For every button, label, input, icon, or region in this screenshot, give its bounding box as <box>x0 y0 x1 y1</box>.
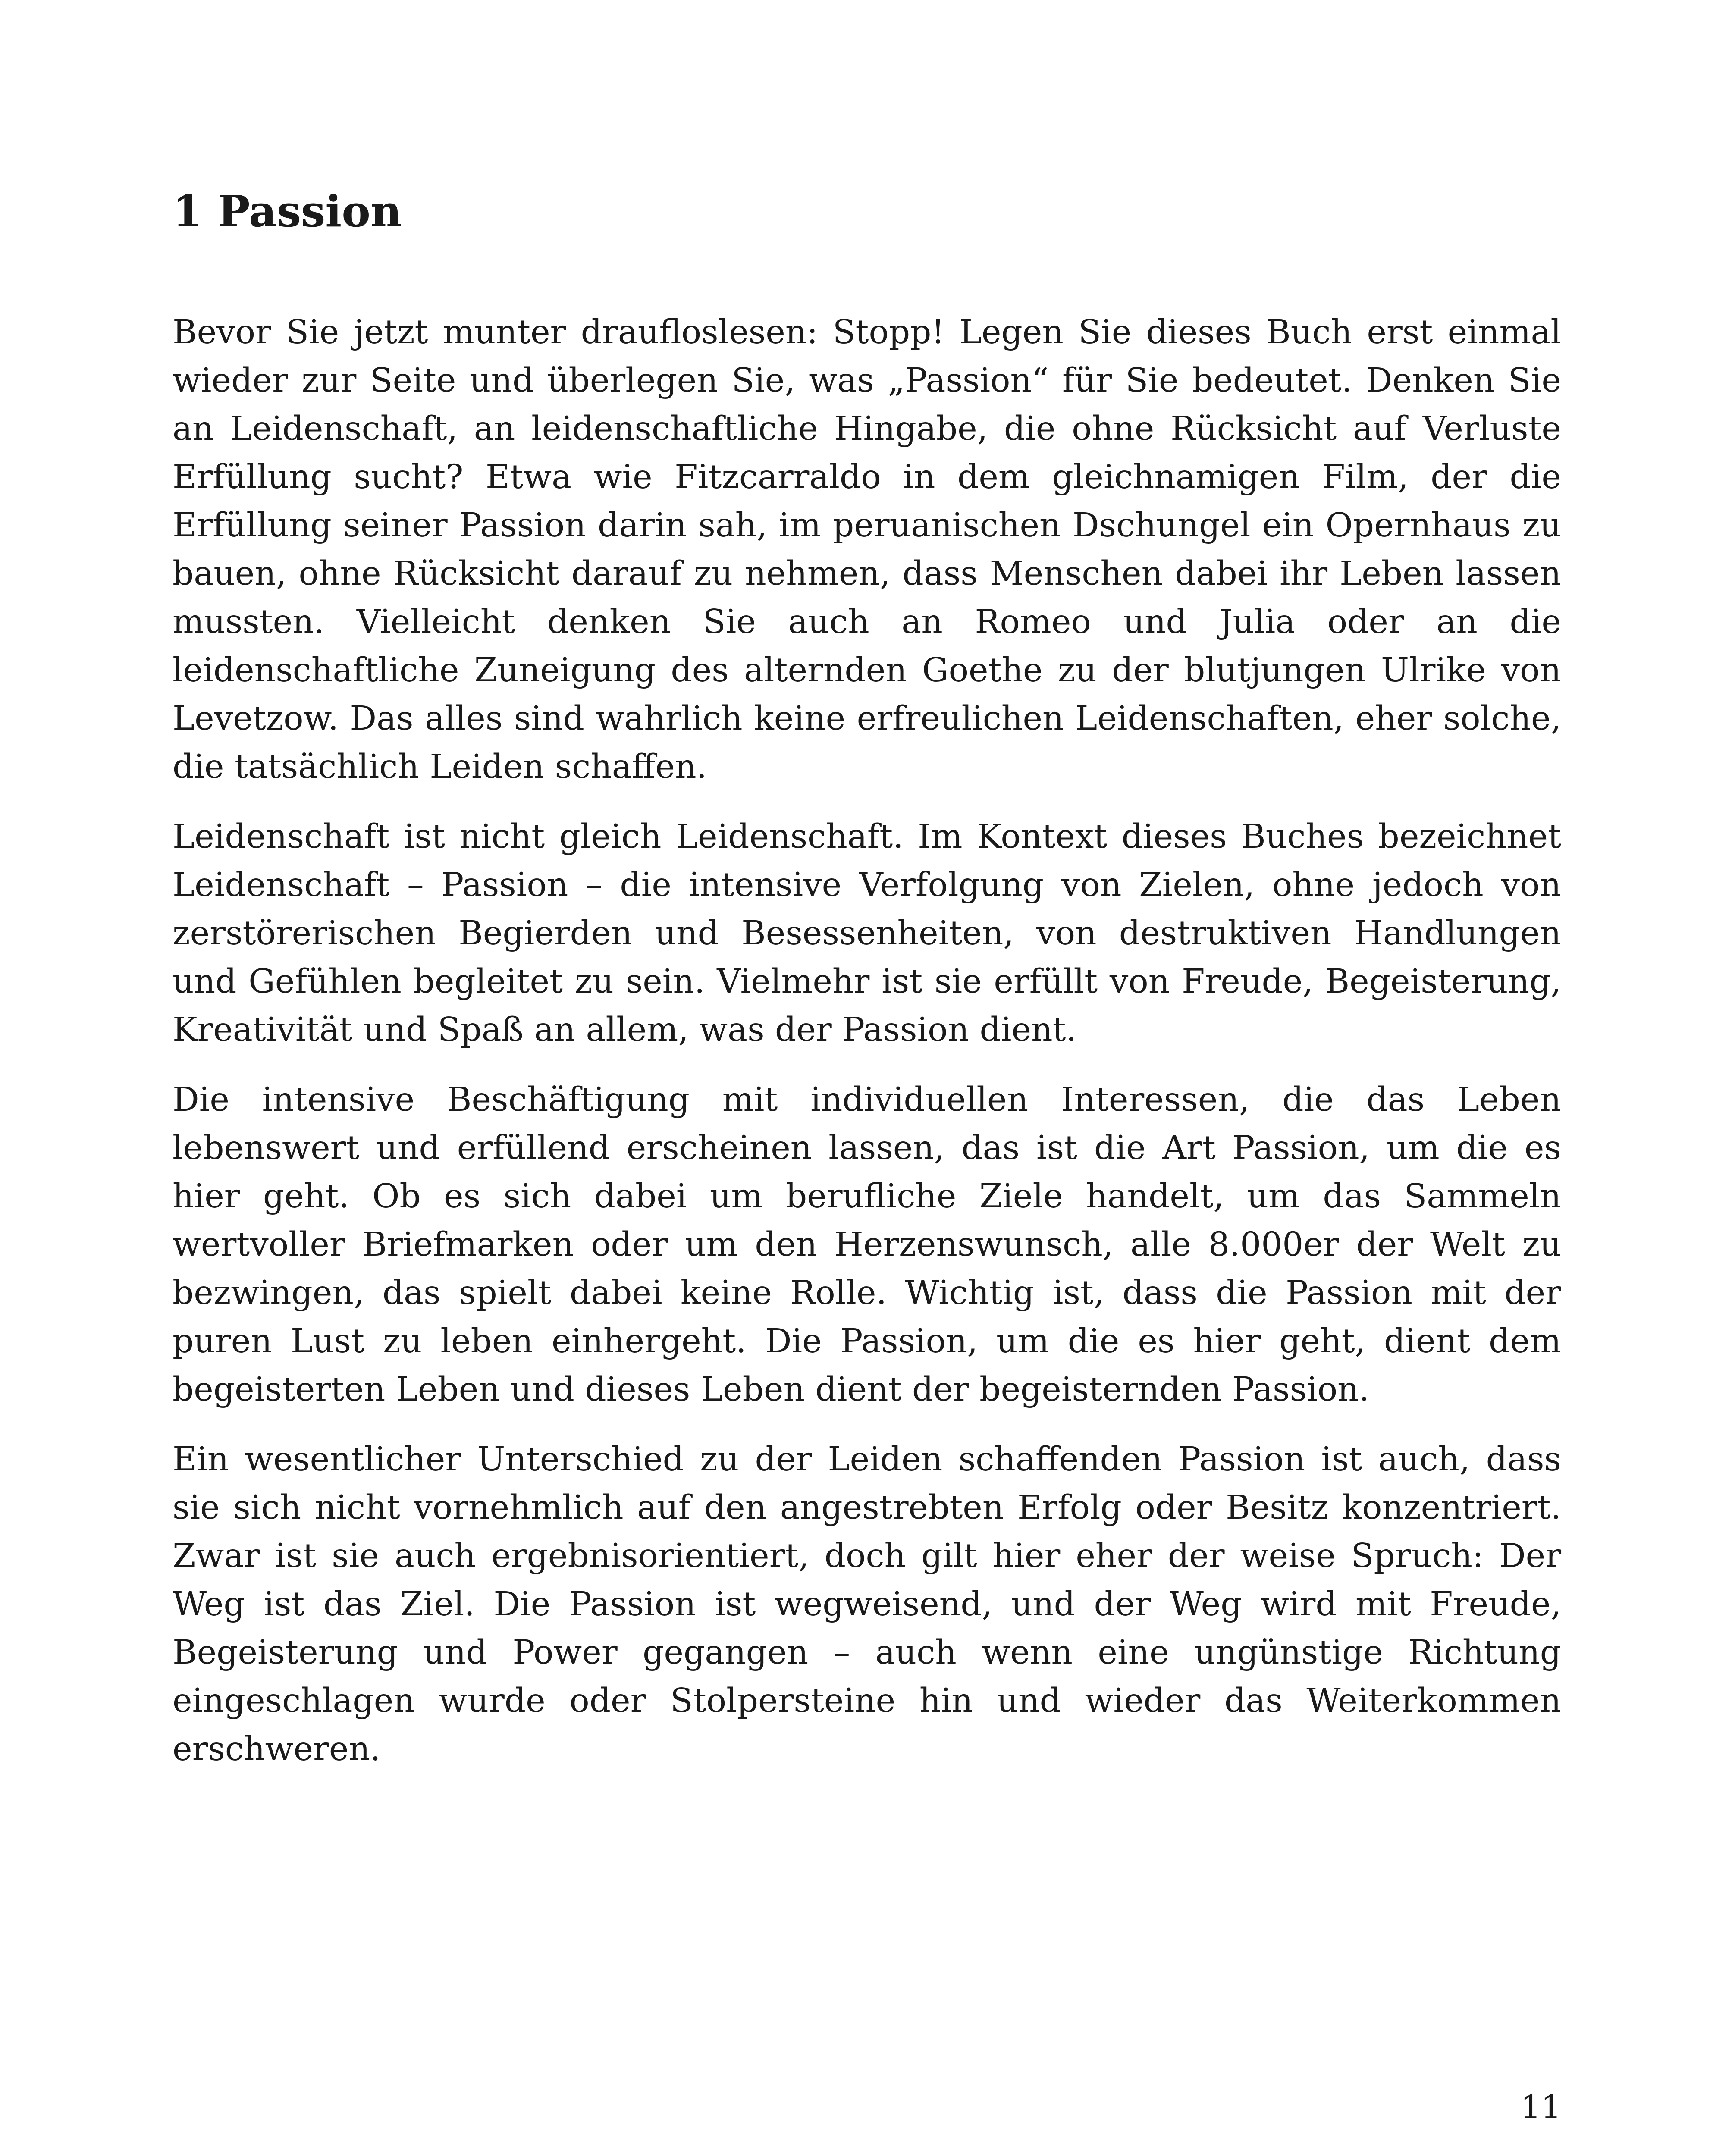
chapter-title: 1 Passion <box>173 186 402 237</box>
paragraph-3: Die intensive Beschäftigung mit individuellen Interessen, die das Leben lebenswert und erfüllend erscheinen lassen, das ist die Art Passion, um die es hier geht. Ob es sich dabei um berufliche Ziele handelt, um das Sammeln wertvoller Briefmarken oder um den Herzenswunsch, alle 8.000er der Welt zu bezwingen, das spielt dabei keine Rolle. Wichtig ist, dass die Passion mit der puren Lust zu leben einhergeht. Die Passion, um die es hier geht, dient dem begeisterten Leben und dieses Leben dient der begeisternden Passion. <box>173 1081 1561 1409</box>
paragraph-2: Leidenschaft ist nicht gleich Leidenschaft. Im Kontext dieses Buches bezeichnet Leidenschaft – Passion – die intensive Verfolgung von Zielen, ohne jedoch von zerstörerischen Begierden und Besessenheiten, von destruktiven Handlungen und Gefühlen begleitet zu sein. Vielmehr ist sie erfüllt von Freude, Begeisterung, Kreativität und Spaß an allem, was der Passion dient. <box>173 818 1561 1049</box>
paragraph-4: Ein wesentlicher Unterschied zu der Leiden schaffenden Passion ist auch, dass sie sich nicht vornehmlich auf den angestrebten Erfolg oder Besitz konzentriert. Zwar ist sie auch ergebnisorientiert, doch gilt hier eher der weise Spruch: Der Weg ist das Ziel. Die Passion ist wegweisend, und der Weg wird mit Freude, Begeisterung und Power gegangen – auch wenn eine ungünstige Richtung eingeschlagen wurde oder Stolpersteine hin und wieder das Weiterkommen erschweren. <box>173 1440 1561 1768</box>
paragraph-1: Bevor Sie jetzt munter draufloslesen: Stopp! Legen Sie dieses Buch erst einmal wieder zur Seite und überlegen Sie, was „Passion“ für Sie bedeutet. Denken Sie an Leidenschaft, an leidenschaftliche Hingabe, die ohne Rücksicht auf Verluste Erfüllung sucht? Etwa wie Fitzcarraldo in dem gleichnamigen Film, der die Erfüllung seiner Passion darin sah, im peruanischen Dschungel ein Opernhaus zu bauen, ohne Rücksicht darauf zu nehmen, dass Menschen dabei ihr Leben lassen mussten. Vielleicht denken Sie auch an Romeo und Julia oder an die leidenschaftliche Zuneigung des alternden Goethe zu der blutjungen Ulrike von Levetzow. Das alles sind wahrlich keine erfreulichen Leidenschaften, eher solche, die tatsächlich Leiden schaffen. <box>173 313 1561 786</box>
chapter-body <box>173 308 1561 1795</box>
page-number: 11 <box>1520 2089 1561 2126</box>
